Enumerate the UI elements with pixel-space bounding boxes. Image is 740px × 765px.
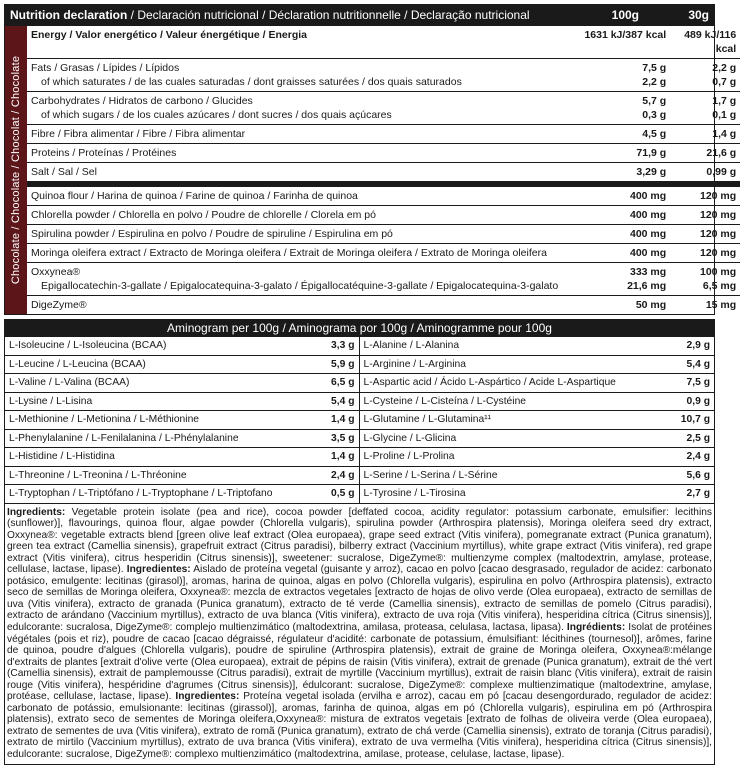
ingredients-fr-heading: Ingrédients: bbox=[566, 621, 626, 633]
ingredients-pt-heading: Ingredientes: bbox=[175, 691, 240, 703]
amino-value: 2,4 g bbox=[331, 469, 355, 481]
amino-row bbox=[5, 374, 359, 393]
amino-value: 1,4 g bbox=[331, 451, 355, 462]
amino-label: L-Leucine / L-Leucina (BCAA) bbox=[9, 358, 146, 370]
amino-label: L-Histidine / L-Histidina bbox=[9, 451, 115, 462]
amino-value: 3,3 g bbox=[331, 340, 355, 351]
energy-row: Energy / Valor energético / Valeur énergétique / Energia 1631 kJ/387 kcal 489 kJ/116 kcal bbox=[31, 29, 737, 55]
amino-label: L-Proline / L-Prolina bbox=[363, 451, 455, 462]
amino-row bbox=[360, 467, 715, 486]
aminogram-right-column bbox=[360, 337, 715, 504]
amino-label: L-Alanine / L-Alanina bbox=[363, 340, 460, 351]
amino-row bbox=[360, 393, 715, 412]
ingredients-en: Vegetable protein isolate (pea and rice), cocoa powder [deffated cocoa, acidity regulator: potassium carbonate, emulsifier: lecithins (sunflower)], flavourings, quinoa flour, algae powder (Chlorella vulgaris), spirulina powder (Arthrospira platensis), Moringa oleifera seed dry extract, Oxxynea®: vegetable extracts blend [green olive leaf extract (Olea europaea), grape seed extract (Vitis vinifera), pomegranate extract (Punica granatum), green tea extract (Camellia sinensis), grapefruit extract (Citrus paradisi), bilberry extract (Vaccinium myrtillus), white grape extract (Vitis vinifera), red grape extract (Vitis vinifera), citrus hesperidin (Citrus sinensis)], sweetener: sucralose, DigeZyme®: multienzyme complex (maltodextrin, amylase, protease, cellulase, lactase, lipase). bbox=[7, 506, 712, 576]
ingredients-es-heading: Ingredientes: bbox=[126, 564, 191, 576]
amino-label: L-Serine / L-Serina / L-Sérine bbox=[363, 469, 498, 481]
amino-label: L-Tyrosine / L-Tirosina bbox=[363, 488, 466, 499]
amino-label: L-Arginine / L-Arginina bbox=[363, 358, 466, 370]
amino-row bbox=[5, 411, 359, 430]
digezyme-group bbox=[27, 296, 740, 314]
amino-row bbox=[360, 448, 715, 467]
amino-row bbox=[5, 467, 359, 486]
amino-value: 5,9 g bbox=[331, 358, 355, 370]
spirulina-group bbox=[27, 225, 740, 244]
amino-label: L-Cysteine / L-Cisteína / L-Cystéine bbox=[363, 395, 527, 407]
amino-value: 2,5 g bbox=[686, 432, 710, 444]
amino-value: 6,5 g bbox=[331, 377, 355, 388]
amino-row bbox=[5, 448, 359, 467]
quinoa-group bbox=[27, 187, 740, 206]
sugars-row: of which sugars / de los cuales azúcares / dont sucres / dos quais açúcares 0,3 g 0,1 g bbox=[41, 109, 737, 121]
carbs-row: Carbohydrates / Hidratos de carbono / Glucides 5,7 g 1,7 g bbox=[31, 95, 737, 107]
saturates-row: of which saturates / de las cuales saturadas / dont graisses saturées / dos quais saturados 2,2 g 0,7 g bbox=[41, 76, 737, 88]
nutrition-body bbox=[4, 26, 737, 315]
aminogram-left-column bbox=[5, 337, 360, 504]
chlorella-group bbox=[27, 206, 740, 225]
amino-label: L-Lysine / L-Lisina bbox=[9, 395, 93, 407]
amino-row bbox=[5, 485, 359, 504]
amino-row bbox=[5, 337, 359, 356]
amino-value: 10,7 g bbox=[680, 414, 710, 425]
nutrition-title: Nutrition declaration / Declaración nutricional / Déclaration nutritionnelle / Declaração nutricional bbox=[10, 8, 530, 22]
ingredients-text bbox=[4, 504, 715, 765]
amino-row bbox=[5, 430, 359, 449]
nutrition-header bbox=[4, 4, 715, 26]
fibre-group bbox=[27, 125, 740, 144]
amino-value: 1,4 g bbox=[331, 414, 355, 425]
chlorella-row: Chlorella powder / Chlorella en polvo / Poudre de chlorelle / Clorela em pó 400 mg 120 mg bbox=[31, 209, 737, 221]
amino-label: L-Methionine / L-Metionina / L-Méthionine bbox=[9, 414, 200, 425]
amino-row bbox=[360, 485, 715, 504]
amino-row bbox=[360, 356, 715, 375]
amino-value: 2,9 g bbox=[686, 340, 710, 351]
amino-label: L-Tryptophan / L-Triptófano / L-Tryptophane / L-Triptofano bbox=[9, 488, 273, 499]
amino-row bbox=[360, 430, 715, 449]
moringa-row: Moringa oleifera extract / Extracto de Moringa oleifera / Extrait de Moringa oleifera / Extrato de Moringa oleifera 400 mg 120 mg bbox=[31, 247, 737, 259]
amino-value: 5,4 g bbox=[331, 395, 355, 407]
amino-label: L-Phenylalanine / L-Fenilalanina / L-Phénylalanine bbox=[9, 432, 239, 444]
salt-row: Salt / Sal / Sel 3,29 g 0,99 g bbox=[31, 166, 737, 178]
spirulina-row: Spirulina powder / Espirulina en polvo / Poudre de spiruline / Espirulina em pó 400 mg 120 mg bbox=[31, 228, 737, 240]
amino-label: L-Isoleucine / L-Isoleucina (BCAA) bbox=[9, 340, 167, 351]
salt-group bbox=[27, 163, 740, 182]
amino-label: L-Glutamine / L-Glutamina¹¹ bbox=[363, 414, 492, 425]
amino-value: 0,9 g bbox=[686, 395, 710, 407]
amino-row bbox=[360, 337, 715, 356]
column-100g: 100g bbox=[611, 8, 639, 22]
fats-row: Fats / Grasas / Lípides / Lípidos 7,5 g 2,2 g bbox=[31, 62, 737, 74]
amino-value: 3,5 g bbox=[331, 432, 355, 444]
amino-row bbox=[5, 356, 359, 375]
ingredients-fr: Isolat de protéines végétales (pois et riz), poudre de cacao [cacao dégraissé, régulateur d'acidité: carbonate de potassium, émulsifiant: lécithines (tournesol)], arômes, farine de quinoa, poudre d'algues (Chlorella vulgaris), poudre de spiruline (Arthrospira platensis), extrait de graine de Moringa oleifera, Oxxynea®:mélange d'extraits de plantes [extrait d'olive verte (Olea europaea), extrait de pépins de raisin (Vitis vinifera), extrait de grenade (Punica granatum), extrait de thé vert (Camellia sinensis), extrait de pamplemousse (Citrus paradisi), extrait de myrtille (Vaccinium myrtillus), extrait de raisin blanc (Vitis vinifera), extrait de raisin rouge (Vitis vinifera), hespéridine d'agrumes (Citrus sinensis)], édulcorant: sucralose, DigeZyme®: complexe multienzimatique (maltodextrine, amylase, protéase, cellulase, lactase, lipase). bbox=[7, 621, 713, 703]
amino-row bbox=[5, 393, 359, 412]
amino-row bbox=[360, 374, 715, 393]
amino-value: 0,5 g bbox=[331, 488, 355, 499]
amino-value: 7,5 g bbox=[686, 377, 710, 388]
proteins-row: Proteins / Proteínas / Protéines 71,9 g 21,6 g bbox=[31, 147, 737, 159]
column-30g: 30g bbox=[688, 8, 709, 22]
oxxynea-row: Oxxynea® 333 mg 100 mg bbox=[31, 266, 737, 278]
amino-label: L-Aspartic acid / Ácido L-Aspártico / Acide L-Aspartique bbox=[363, 377, 616, 388]
fats-group bbox=[27, 59, 740, 92]
egcg-row: Epigallocatechin-3-gallate / Epigalocatequina-3-galato / Épigallocatéquine-3-gallate / Epigalocatequina-3-galato 21,6 mg 6,5 mg bbox=[41, 280, 737, 292]
ingredients-es: Aislado de proteína vegetal (guisante y arroz), cacao en polvo [cacao desgrasado, regulador de acidez: carbonato potásico, emulgente: lecitinas (girasol)], aromas, harina de quinoa, algas en polvo (Chlorella vulgaris), espirulina en polvo (Arthrospira platensis), extracto seco de semillas de Moringa oleifera, Oxxynea®: mezcla de extractos vegetales [extracto de hojas de olivo verde (Olea europaea), extracto de semillas de uva (Vitis vinifera), extracto de granada (Punica granatum), extracto de té verde (Camellia sinensis), extracto de semillas de pomelo (Citrus paradisi), extracto de arándano (Vaccinium myrtillus), extracto de uva blanca (Vitis vinifera), extracto de uva roja (Vitis vinifera), hesperidina cítrica (Citrus sinensis)], edulcorante: sucralosa, DigeZyme®: complejo multienzimático (maltodextrina, amilasa, proteasa, celulasa, lactasa, lipasa). bbox=[7, 564, 712, 633]
nutrition-rows bbox=[27, 26, 740, 314]
amino-value: 2,4 g bbox=[686, 451, 710, 462]
amino-row bbox=[360, 411, 715, 430]
carbs-group bbox=[27, 92, 740, 125]
aminogram-title: Aminogram per 100g / Aminograma por 100g / Aminogramme pour 100g bbox=[4, 319, 715, 337]
oxxynea-group bbox=[27, 263, 740, 296]
flavour-side-label: Chocolate / Chocolate / Chocolat / Chocolate bbox=[5, 26, 27, 314]
moringa-group bbox=[27, 244, 740, 263]
energy-group bbox=[27, 26, 740, 59]
quinoa-row: Quinoa flour / Harina de quinoa / Farine de quinoa / Farinha de quinoa 400 mg 120 mg bbox=[31, 190, 737, 202]
nutrition-label bbox=[4, 4, 737, 765]
fibre-row: Fibre / Fibra alimentar / Fibre / Fibra alimentar 4,5 g 1,4 g bbox=[31, 128, 737, 140]
amino-value: 5,6 g bbox=[686, 469, 710, 481]
amino-value: 2,7 g bbox=[686, 488, 710, 499]
amino-label: L-Threonine / L-Treonina / L-Thréonine bbox=[9, 469, 187, 481]
amino-label: L-Valine / L-Valina (BCAA) bbox=[9, 377, 130, 388]
ingredients-en-heading: Ingredients: bbox=[7, 506, 66, 518]
ingredients-pt: Proteína vegetal isolada (ervilha e arroz), cacau em pó [cacau desengordurado, regulador de acidez: carbonato de potássio, emulsionante: lecitinas (girassol)], aromas, farinha de quinoa, algas em pó (Chlorella vulgaris), espirulina em pó (Arthrospira platensis), extrato seco de sementes de Moringa oleifera,Oxxynea®: mistura de extratos vegetais [extrato de folhas de oliveira verde (Olea europaea), extrato de sementes de uva (Vitis vinifera), extrato de romã (Punica granatum), extrato de chá verde (Camellia sinensis), extrato de toranja (Citrus paradisi), extrato de mirtilo (Vaccinium myrtillus), extrato de uva branca (Vitis vinifera), extrato de uva vermelha (Vitis vinifera), hesperidina cítrica (Citrus sinensis)], edulcorante: sucralose, DigeZyme®: complexo multienzimático (maltodextrina, amilase, protease, celulase, lactase, lipase). bbox=[7, 691, 712, 760]
digezyme-row: DigeZyme® 50 mg 15 mg bbox=[31, 299, 737, 311]
proteins-group bbox=[27, 144, 740, 163]
amino-label: L-Glycine / L-Glicina bbox=[363, 432, 457, 444]
amino-value: 5,4 g bbox=[686, 358, 710, 370]
aminogram-table bbox=[4, 337, 715, 504]
